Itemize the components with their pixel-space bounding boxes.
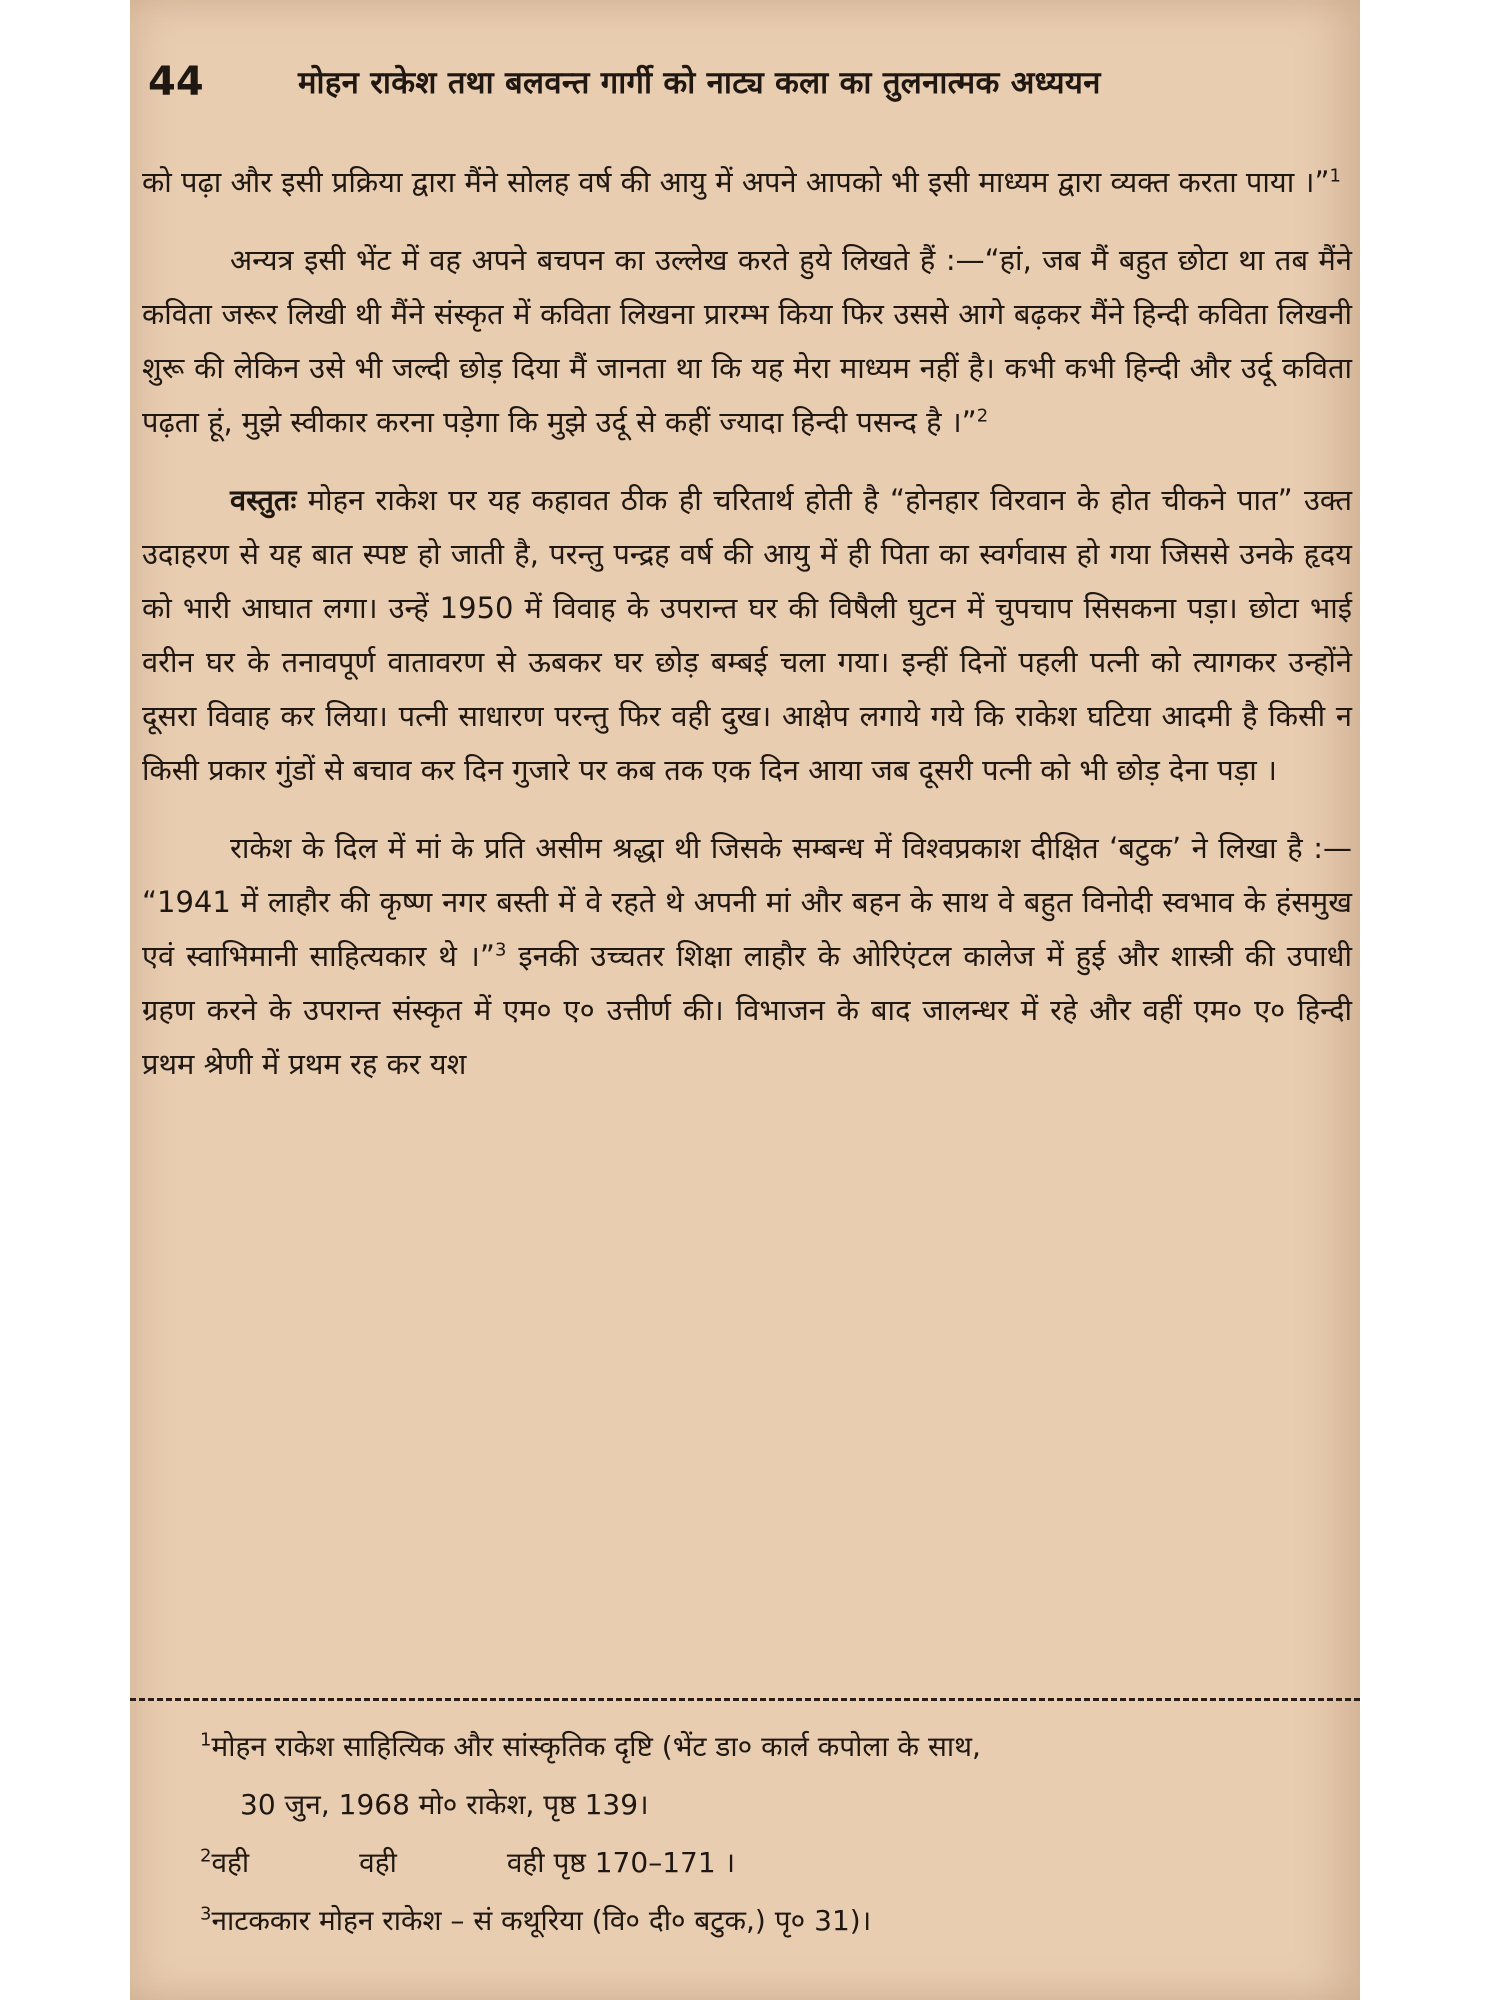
page-header: [148, 52, 1348, 112]
footnote-2-col3: वही पृष्ठ 170–171 ।: [506, 1846, 736, 1879]
paragraph-2: [142, 233, 1352, 449]
paragraph-4-text-a: राकेश के दिल में मां के प्रति असीम श्रद्धा थी जिसके सम्बन्ध में विश्वप्रकाश दीक्षित ‘बटुक’ ने लिखा है :— “1941 में लाहौर की कृष्ण नगर बस्ती में वे रहते थे अपनी मां और बहन के साथ वे बहुत विनोदी स्वभाव के हंसमुख एवं स्वाभिमानी साहित्यकार थे ।”: [142, 831, 1352, 973]
footnote-3-line1: नाटककार मोहन राकेश – सं कथूरिया (वि० दी० बटुक,) पृ० 31)।: [211, 1904, 872, 1937]
footnote-2-mark: 2: [200, 1845, 212, 1867]
footnote-ref-2: 2: [976, 405, 989, 427]
paragraph-4-text-b: इनकी उच्चतर शिक्षा लाहौर के ओरिएंटल कालेज में हुई और शास्त्री की उपाधी ग्रहण करने के उपरान्त संस्कृत में एम० ए० उत्तीर्ण की। विभाजन के बाद जालन्धर में रहे और वहीं एम० ए० हिन्दी प्रथम श्रेणी में प्रथम रह कर यश: [142, 939, 1352, 1081]
paragraph-3: [142, 473, 1352, 797]
paragraph-3-text: मोहन राकेश पर यह कहावत ठीक ही चरितार्थ होती है “होनहार विरवान के होत चीकने पात” उक्त उदाहरण से यह बात स्पष्ट हो जाती है, परन्तु पन्द्रह वर्ष की आयु में ही पिता का स्वर्गवास हो गया जिससे उनके हृदय को भारी आघात लगा। उन्हें 1950 में विवाह के उपरान्त घर की विषैली घुटन में चुपचाप सिसकना पड़ा। छोटा भाई वरीन घर के तनावपूर्ण वातावरण से ऊबकर घर छोड़ बम्बई चला गया। इन्हीं दिनों पहली पत्नी को त्यागकर उन्होंने दूसरा विवाह कर लिया। पत्नी साधारण परन्तु फिर वही दुख। आक्षेप लगाये गये कि राकेश घटिया आदमी है किसी न किसी प्रकार गुंडों से बचाव कर दिन गुजारे पर कब तक एक दिन आया जब दूसरी पत्नी को भी छोड़ देना पड़ा ।: [142, 483, 1352, 787]
footnote-ref-1: 1: [1329, 165, 1341, 187]
footnote-1: [200, 1718, 1340, 1776]
paragraph-1-text: को पढ़ा और इसी प्रक्रिया द्वारा मैंने सोलह वर्ष की आयु में अपने आपको भी इसी माध्यम द्वारा व्यक्त करता पाया ।”: [142, 165, 1330, 199]
footnote-2: [200, 1834, 1340, 1892]
body-text: [142, 155, 1352, 1115]
footnote-2-col2: वही: [359, 1846, 397, 1879]
running-title: मोहन राकेश तथा बलवन्त गार्गी को नाट्य कला का तुलनात्मक अध्ययन: [298, 65, 1101, 101]
paragraph-4: [142, 821, 1352, 1091]
footnotes: [200, 1718, 1340, 1950]
footnote-1-line2: 30 जुन, 1968 मो० राकेश, पृष्ठ 139।: [240, 1788, 649, 1821]
footnote-3: [200, 1892, 1340, 1950]
page-number: 44: [148, 59, 204, 105]
paragraph-3-lead: वस्तुतः: [230, 483, 297, 517]
footnote-1-line1: मोहन राकेश साहित्यिक और सांस्कृतिक दृष्टि (भेंट डा० कार्ल कपोला के साथ,: [211, 1730, 981, 1763]
book-page: [130, 0, 1360, 2000]
paragraph-1: [142, 155, 1352, 209]
footnote-ref-3: 3: [494, 939, 507, 961]
footnote-2-col1: वही: [211, 1846, 250, 1879]
footnote-3-mark: 3: [200, 1903, 212, 1925]
paragraph-2-text: अन्यत्र इसी भेंट में वह अपने बचपन का उल्लेख करते हुये लिखते हैं :—“हां, जब मैं बहुत छोटा था तब मैंने कविता जरूर लिखी थी मैंने संस्कृत में कविता लिखना प्रारम्भ किया फिर उससे आगे बढ़कर मैंने हिन्दी कविता लिखनी शुरू की लेकिन उसे भी जल्दी छोड़ दिया मैं जानता था कि यह मेरा माध्यम नहीं है। कभी कभी हिन्दी और उर्दू कविता पढ़ता हूं, मुझे स्वीकार करना पड़ेगा कि मुझे उर्दू से कहीं ज्यादा हिन्दी पसन्द है ।”: [142, 243, 1352, 439]
footnote-divider: [130, 1698, 1360, 1701]
footnote-1-continuation: [200, 1776, 1340, 1834]
footnote-1-mark: 1: [200, 1729, 212, 1751]
